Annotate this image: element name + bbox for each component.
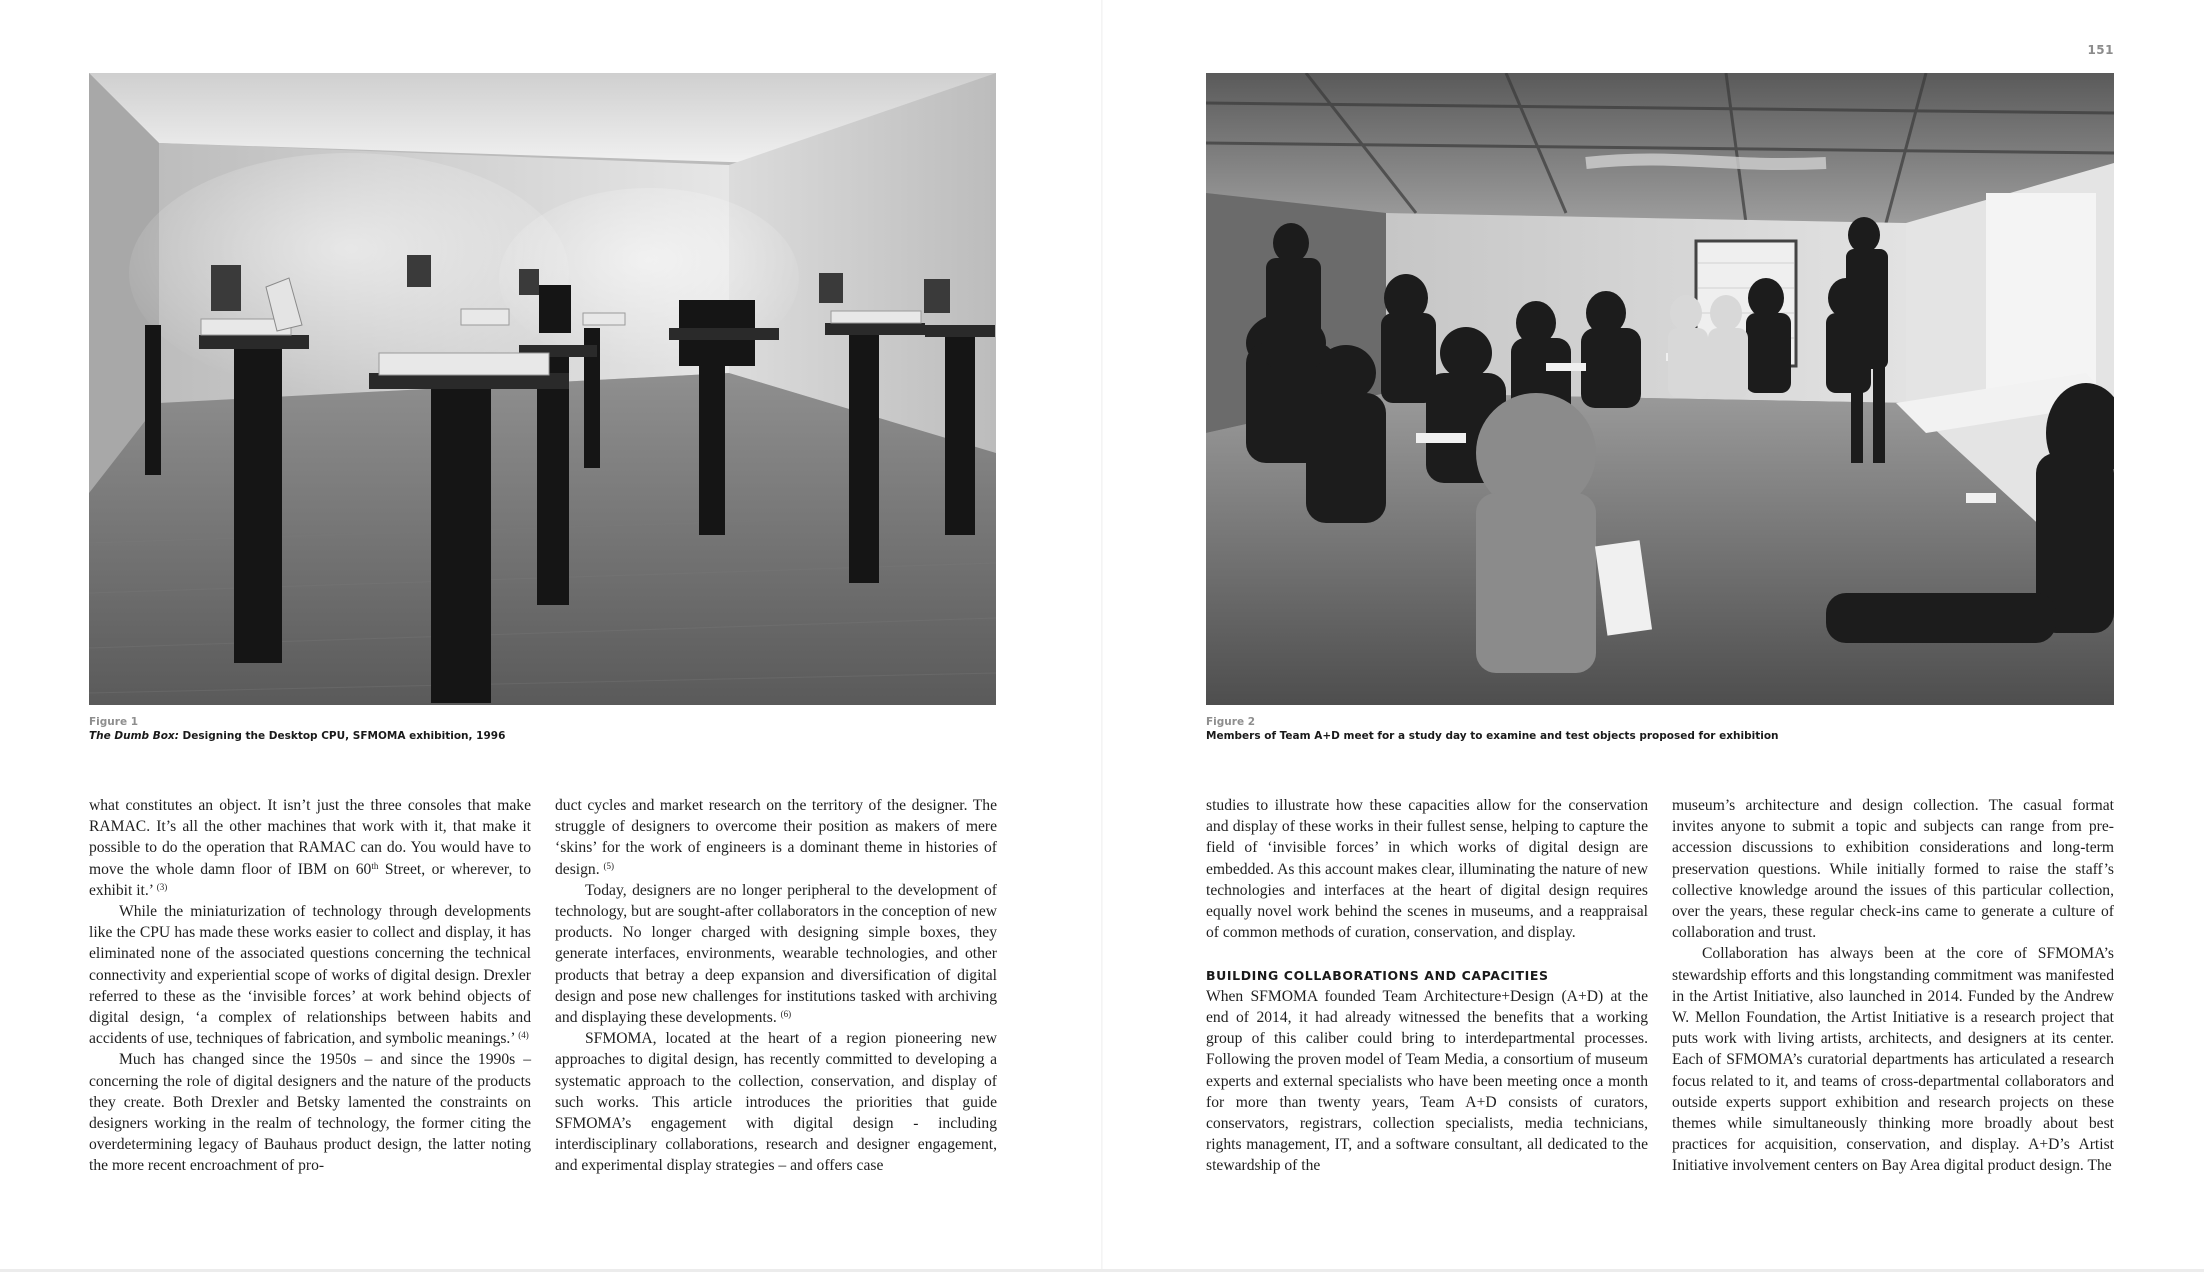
- spacer: [1206, 943, 1648, 964]
- figure-2-caption: [1206, 715, 2116, 743]
- paragraph: [89, 795, 531, 901]
- paragraph: When SFMOMA founded Team Architecture+Design (A+D) at the end of 2014, it had already witnessed the benefits that a working group of this caliber could bring to interdepartmental processes. Following the proven model of Team Media, a consortium of museum experts and external specialists who have been meeting once a month for more than twenty years, Team A+D consists of curators, conservators, registrars, collection specialists, media technicians, rights management, IT, and a software consultant, all dedicated to the stewardship of the: [1206, 987, 1648, 1175]
- left-column-1: [89, 795, 531, 1177]
- paragraph: museum’s architecture and design collection. The casual format invites anyone to submit a topic and subjects can range from pre-accession discussions to exhibition considerations and long-term preservation questions. While initially formed to raise the staff’s collective knowledge around the issues of this particular collection, over the years, these regular check-ins came to generate a culture of collaboration and trust.: [1672, 797, 2114, 942]
- figure-2-label: Figure 2: [1206, 716, 1256, 728]
- figure-1-title-italic: The Dumb Box:: [89, 730, 179, 742]
- paragraph-text: While the miniaturization of technology through developments like the CPU has made these works easier to collect and display, it has eliminated none of the associated questions concerning the technical connectivity and experiential scope of works of digital design. Drexler referred to these as the ‘invisible forces’ at work behind objects of digital design, ‘a complex of relationships between habits and accidents of use, techniques of fabrication, and symbolic meanings.’: [89, 903, 531, 1048]
- meeting-photo-illustration: [1206, 73, 2114, 705]
- footnote-ref: (5): [603, 860, 615, 871]
- section-heading: BUILDING COLLABORATIONS AND CAPACITIES: [1206, 967, 1549, 983]
- figure-1-title-rest: Designing the Desktop CPU, SFMOMA exhibition, 1996: [178, 730, 506, 742]
- paragraph: Collaboration has always been at the core of SFMOMA’s stewardship efforts and this longstanding commitment was manifested in the Artist Initiative, also launched in 2014. Funded by the Andrew W. Mellon Foundation, the Artist Initiative is a research project that puts work with living artists, architects, and designers at its center. Each of SFMOMA’s curatorial departments has articulated a research focus related to it, and teams of cross-departmental collaborators and outside experts support exhibition and research projects on these themes while simultaneously thinking more broadly about best practices for acquisition, conservation, and display. A+D’s Artist Initiative involvement centers on Bay Area digital product design. The: [1672, 945, 2114, 1175]
- paragraph: Much has changed since the 1950s – and since the 1990s – concerning the role of digital designers and the nature of the products they create. Both Drexler and Betsky lamented the constraints on designers working in the realm of technology, the former citing the overdetermining legacy of Bauhaus product design, the latter noting the more recent encroachment of pro-: [89, 1051, 531, 1175]
- paragraph: [555, 880, 997, 1028]
- left-column-2: [555, 795, 997, 1177]
- paragraph: SFMOMA, located at the heart of a region pioneering new approaches to digital design, has recently committed to developing a systematic approach to the collection, conservation, and display of such works. This article introduces the priorities that guide SFMOMA’s engagement with digital design - including interdisciplinary collaborations, research and designer engagement, and experimental display strategies – and offers case: [555, 1030, 997, 1175]
- paragraph-text: Today, designers are no longer peripheral to the development of technology, but are sought-after collaborators in the conception of new products. No longer charged with designing simple boxes, they generate interfaces, environments, wearable technologies, and other products that betray a deep expansion and diversification of digital design and pose new challenges for institutions tasked with archiving and displaying these developments.: [555, 881, 997, 1027]
- figure-2-photo: [1206, 73, 2114, 705]
- figure-2-title: Members of Team A+D meet for a study day to examine and test objects proposed for exhibition: [1206, 730, 1779, 742]
- paragraph-text: duct cycles and market research on the territory of the designer. The struggle of designers to overcome their position as makers of mere ‘skins’ for the work of engineers is a dominant theme in histories of design.: [555, 797, 997, 878]
- right-page: [1102, 0, 2204, 1272]
- gallery-photo-illustration: [89, 73, 996, 705]
- superscript: th: [371, 860, 379, 871]
- paragraph-text: what constitutes an object. It isn’t just the three consoles that make RAMAC. It’s all the other machines that work with it, that make it possible to do the operation that RAMAC can do. You would have to move the whole damn floor of IBM on 60: [89, 797, 531, 878]
- paragraph-text: Street, or wherever, to exhibit it.’: [89, 860, 531, 899]
- figure-1-caption: [89, 715, 999, 743]
- paragraph: [555, 795, 997, 880]
- footnote-ref: (4): [518, 1030, 529, 1041]
- footnote-ref: (3): [156, 881, 168, 892]
- right-column-2: [1672, 795, 2114, 1177]
- figure-1-title: [89, 729, 999, 743]
- figure-1-label: Figure 1: [89, 716, 139, 728]
- paragraph: [89, 901, 531, 1049]
- footnote-ref: (6): [780, 1009, 792, 1020]
- page-number: 151: [2087, 43, 2114, 57]
- figure-1-photo: [89, 73, 996, 705]
- paragraph: studies to illustrate how these capacities allow for the conservation and display of these works in their fullest sense, helping to capture the field of ‘invisible forces’ in which works of digital design are embedded. As this account makes clear, illuminating the nature of new technologies and interfaces at the heart of digital design requires equally novel work behind the scenes in museums, and a reappraisal of common methods of curation, conservation, and display.: [1206, 797, 1648, 942]
- right-column-1: [1206, 795, 1648, 1177]
